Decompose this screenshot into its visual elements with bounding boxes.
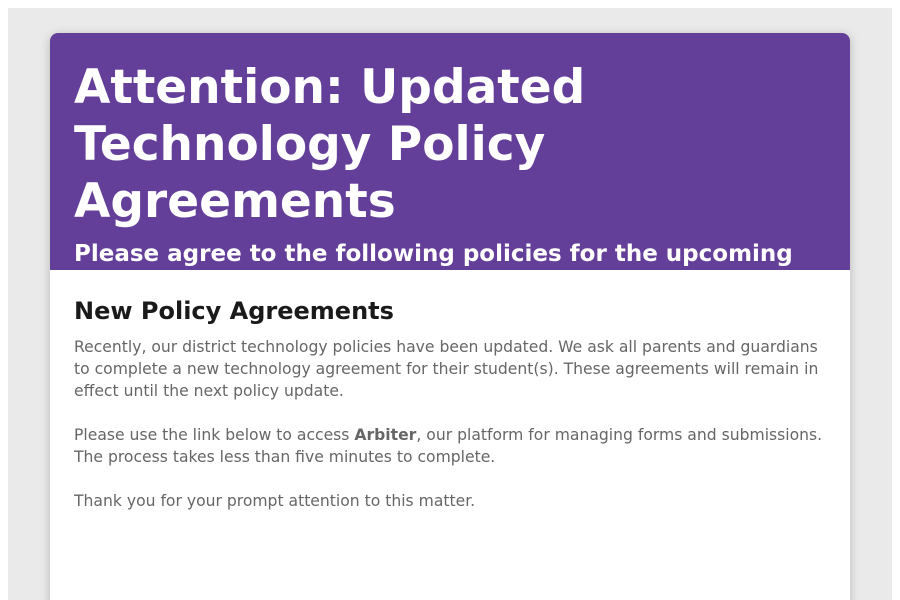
section-heading: New Policy Agreements [74, 297, 394, 325]
page-title: Attention: Updated Technology Policy Agreements [74, 60, 586, 229]
instructions-text-after: , our platform for managing forms and submissions. The process takes less than five minutes to complete. [74, 426, 823, 466]
instructions-text-before: Please use the link below to access [74, 426, 355, 444]
content-body [50, 270, 850, 512]
closing-paragraph: Thank you for your prompt attention to this matter. [74, 492, 476, 510]
platform-name: Arbiter [354, 426, 417, 444]
page-background [8, 8, 892, 600]
instructions-paragraph [74, 424, 826, 468]
header-banner [50, 33, 850, 300]
email-card [50, 33, 850, 600]
intro-paragraph: Recently, our district technology policies have been updated. We ask all parents and guardians to complete a new technology agreement for their student(s). These agreements will remain in effect until the next policy update. [74, 338, 819, 400]
page-subtitle: Please agree to the following policies for the upcoming school year [74, 241, 793, 300]
